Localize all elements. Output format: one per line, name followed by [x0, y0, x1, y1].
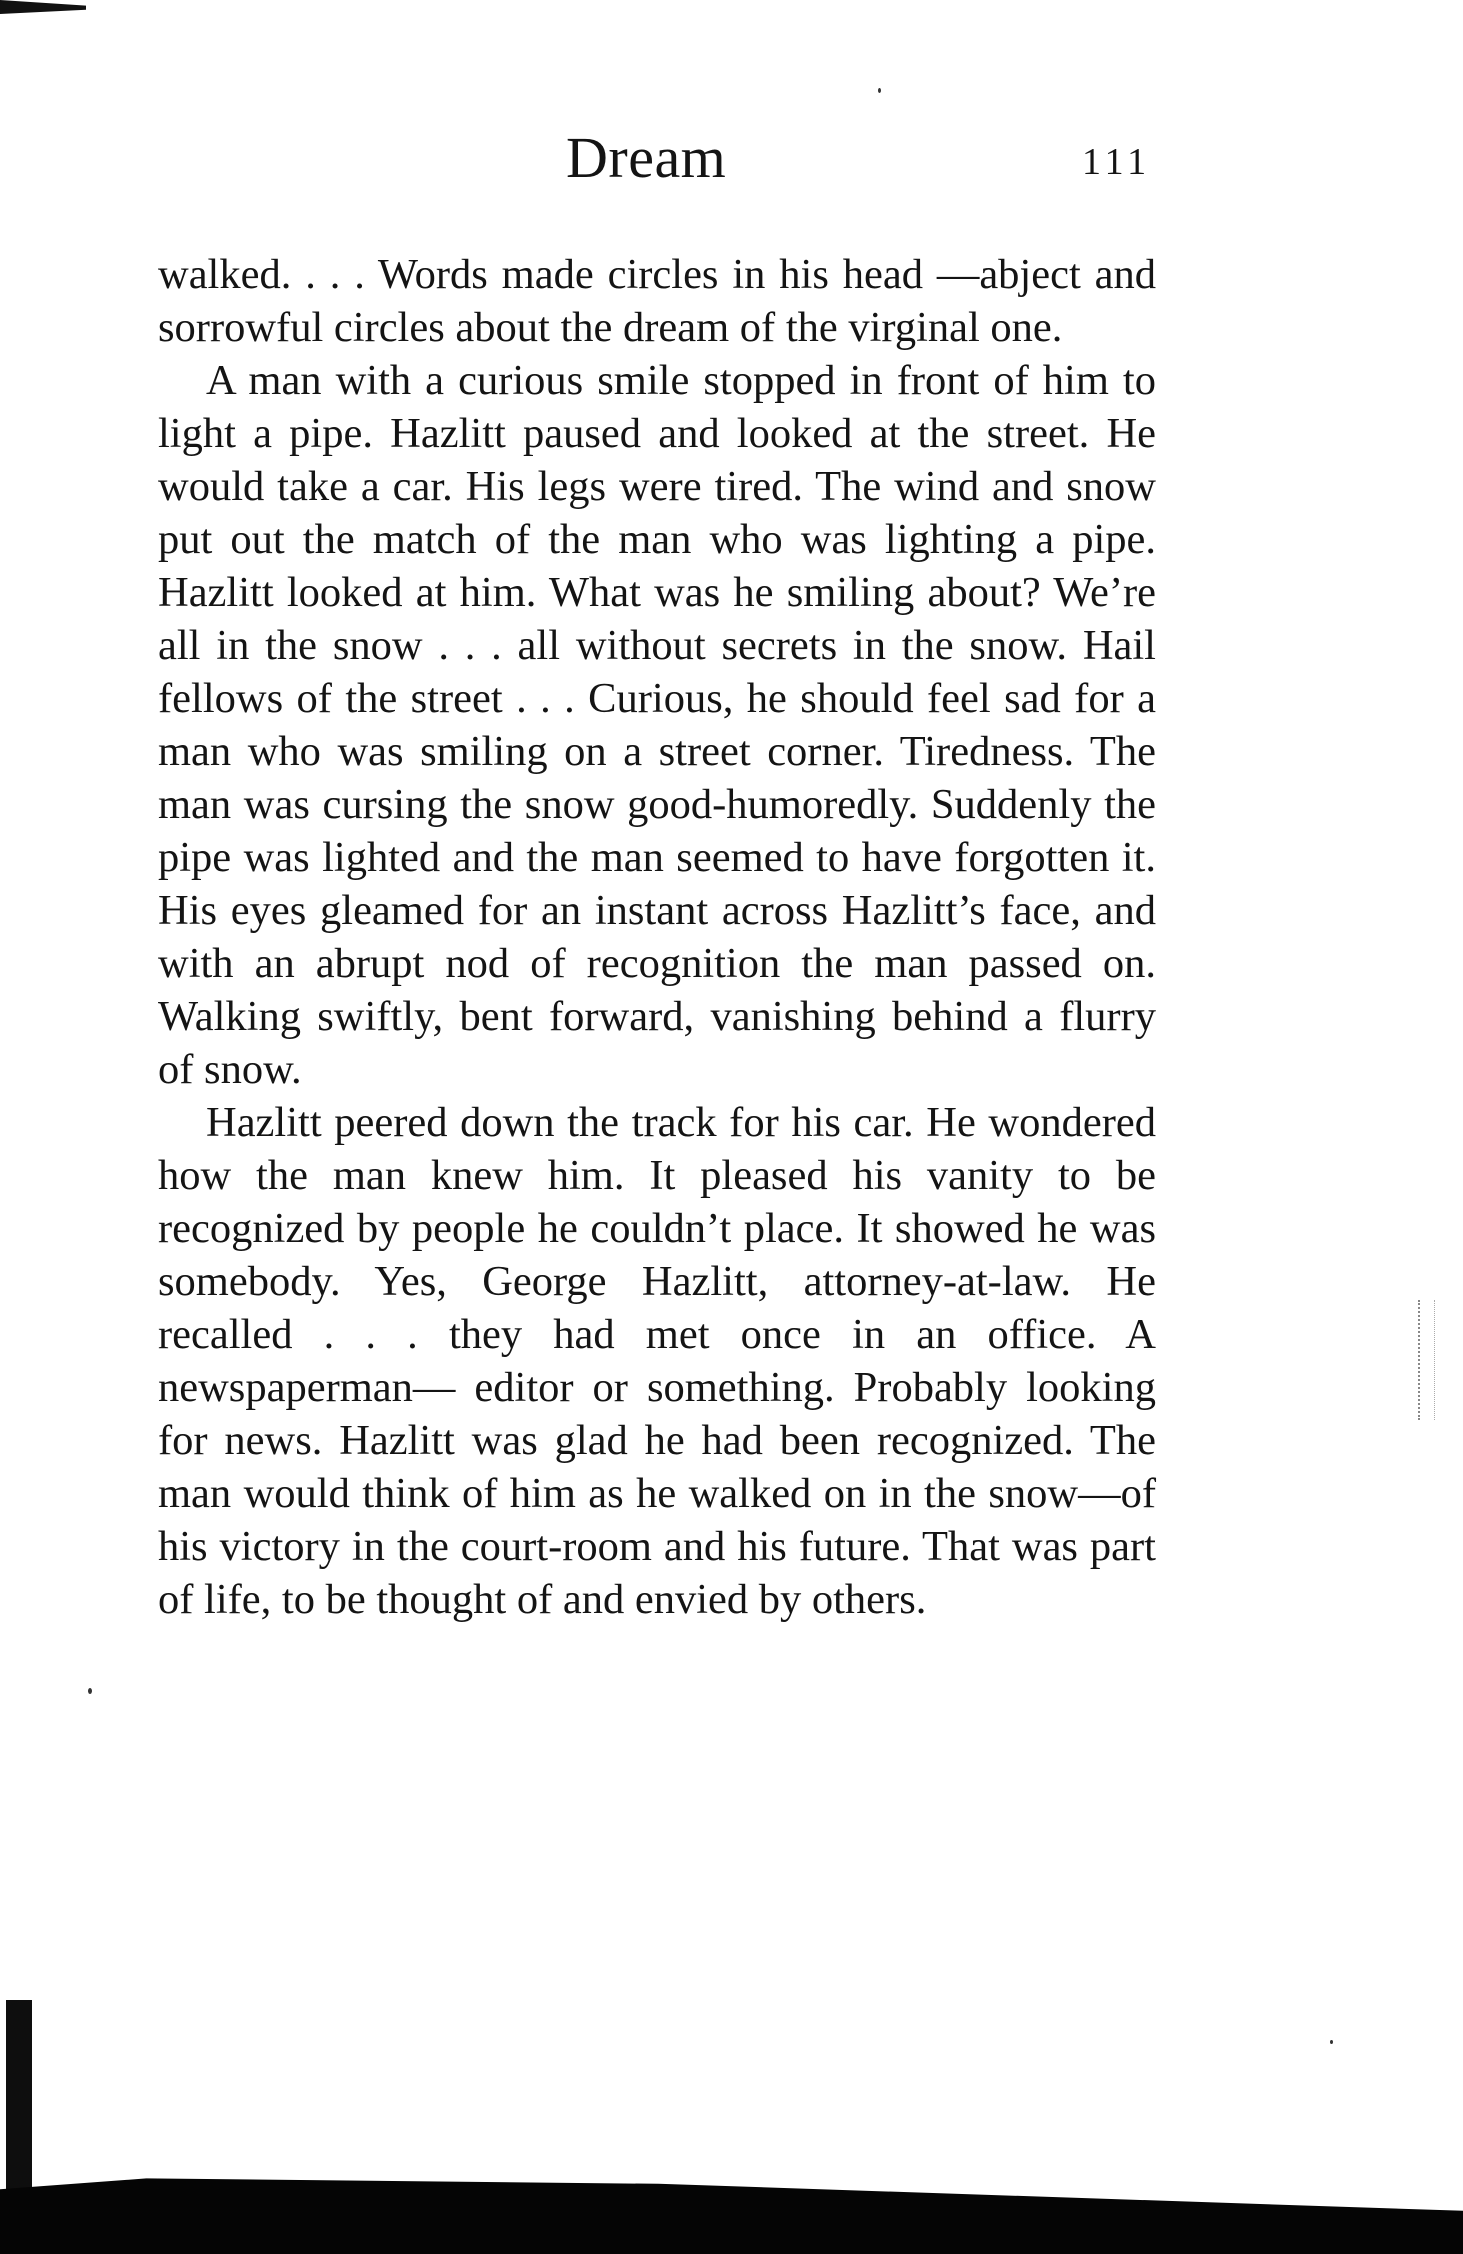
paragraph-2: A man with a curious smile stopped in front of him to light a pipe. Hazlitt paused and looked at the street. He would take a car. His legs were tired. The wind and snow put out the match of the man who was lighting a pipe. Hazlitt looked at him. What was he smiling about? We’re all in the snow . . . all without secrets in the snow. Hail fellows of the street . . . Curious, he should feel sad for a man who was smiling on a street corner. Tiredness. The man was cursing the snow good-humoredly. Suddenly the pipe was lighted and the man seemed to have forgotten it. His eyes gleamed for an instant across Hazlitt’s face, and with an abrupt nod of recognition the man passed on. Walking swiftly, bent forward, vanishing behind a flurry of snow.: [158, 357, 1156, 1093]
scan-corner-mark: [0, 0, 86, 14]
page-number: 111: [1082, 141, 1152, 183]
scan-speck: [88, 1688, 92, 1694]
scan-margin-marks: [1418, 1300, 1435, 1420]
scan-speck: [1330, 2040, 1333, 2044]
paragraph-3: Hazlitt peered down the track for his car. He wondered how the man knew him. It pleased his vanity to be recognized by people he couldn’t place. It showed he was somebody. Yes, George Hazlitt, attorney-at-law. He recalled . . . they had met once in an office. A newspaperman— editor or something. Probably looking for news. Hazlitt was glad he had been recognized. The man would think of him as he walked on in the snow—of his victory in the court-room and his future. That was part of life, to be thought of and envied by others.: [158, 1099, 1156, 1623]
scan-speck: [878, 88, 881, 93]
running-head: Dream: [566, 125, 727, 190]
scan-bottom-edge: [0, 2146, 1463, 2254]
page-header: [0, 118, 1463, 198]
paragraph-1: walked. . . . Words made circles in his head —abject and sorrowful circles about the dream of the virginal one.: [158, 251, 1156, 351]
body-text: [158, 248, 1156, 1626]
